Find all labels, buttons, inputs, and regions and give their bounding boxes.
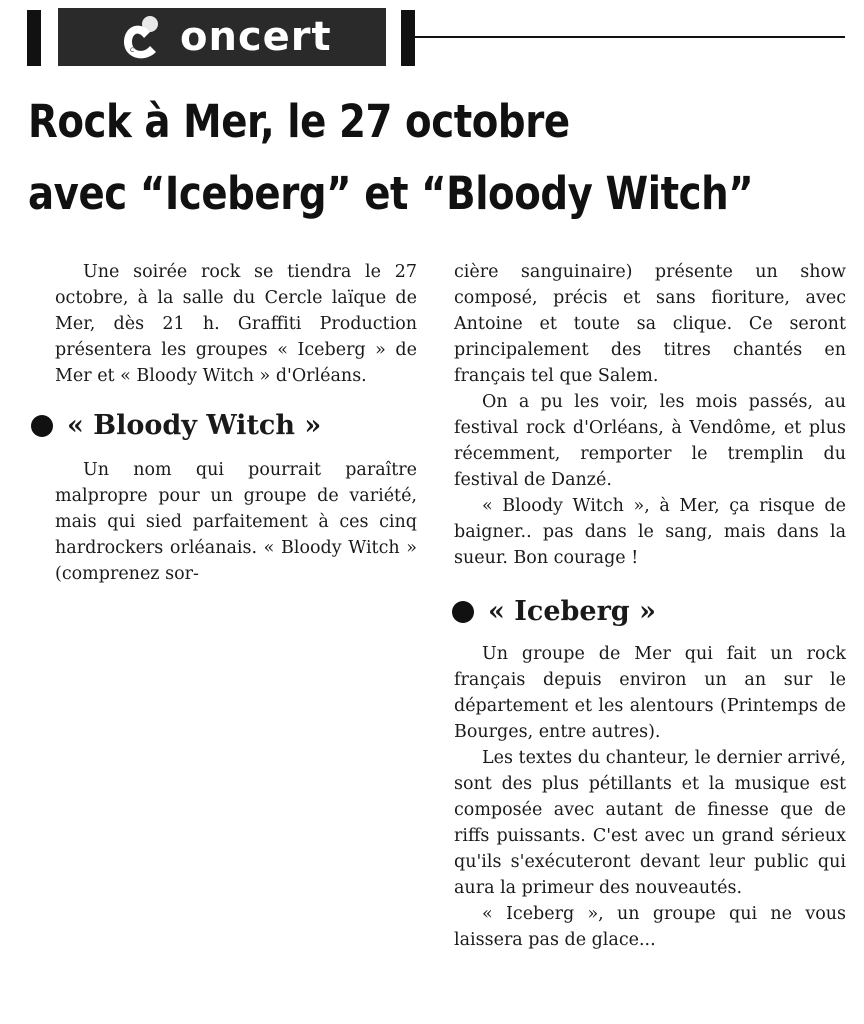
header-bar-right [401,10,415,66]
headline-line-2: avec “Iceberg” et “Bloody Witch” [28,167,754,220]
section-label: oncert [180,14,332,60]
column-right [454,259,846,953]
subheading-bloody-witch [31,407,417,445]
header-bar-left [27,10,41,66]
bloody-witch-paragraph-1-continued: cière sanguinaire) présente un show composé, précis et sans fioriture, avec Antoine et toute sa clique. Ce seront principalement des titres chantés en français tel que Salem. [454,262,846,386]
svg-text:C: C [130,47,135,54]
header-rule [415,36,845,38]
concert-logo-icon [116,12,170,62]
bloody-witch-paragraph-3: « Bloody Witch », à Mer, ça risque de baigner.. pas dans le sang, mais dans la sueur. Bon courage ! [454,496,846,568]
subheading-iceberg [452,593,846,631]
iceberg-paragraph-2: Les textes du chanteur, le dernier arrivé, sont des plus pétillants et la musique est composée avec autant de finesse que de riffs puissants. C'est avec un grand sérieux qu'ils s'exécuteront devant leur public qui aura la primeur des nouveautés. [454,748,846,898]
bullet-icon [31,415,53,437]
bullet-icon [452,601,474,623]
subheading-text: « Bloody Witch » [67,410,322,441]
headline [28,86,754,230]
bloody-witch-paragraph-2: On a pu les voir, les mois passés, au festival rock d'Orléans, à Vendôme, et plus récemment, remporter le tremplin du festival de Danzé. [454,392,846,490]
headline-line-1: Rock à Mer, le 27 octobre [28,95,570,148]
iceberg-paragraph-3: « Iceberg », un groupe qui ne vous laissera pas de glace... [454,904,846,950]
section-header [58,8,386,66]
intro-paragraph: Une soirée rock se tiendra le 27 octobre, à la salle du Cercle laïque de Mer, dès 21 h. Graffiti Production présentera les groupes « Iceberg » de Mer et « Bloody Witch » d'Orléans. [55,262,417,386]
column-left [55,259,417,587]
subheading-text: « Iceberg » [488,596,656,627]
iceberg-paragraph-1: Un groupe de Mer qui fait un rock français depuis environ un an sur le département et les alentours (Printemps de Bourges, entre autres). [454,644,846,742]
bloody-witch-paragraph-1: Un nom qui pourrait paraître malpropre pour un groupe de variété, mais qui sied parfaitement à ces cinq hardrockers orléanais. « Bloody Witch » (comprenez sor- [55,460,417,584]
